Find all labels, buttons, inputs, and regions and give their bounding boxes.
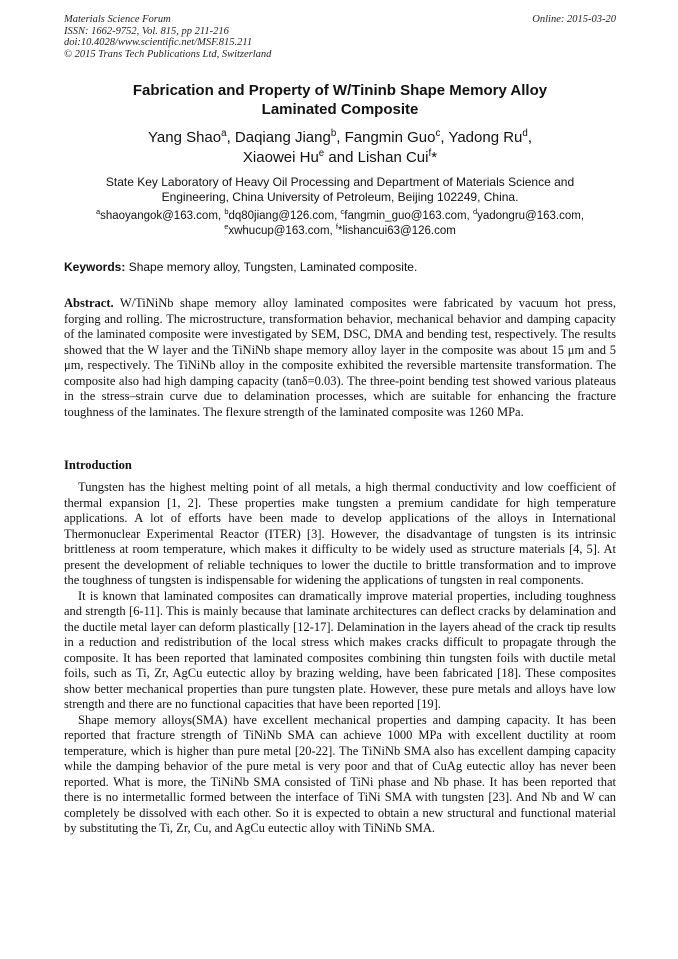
keywords-text: Shape memory alloy, Tungsten, Laminated composite. <box>125 260 418 274</box>
journal-name: Materials Science Forum <box>64 14 171 25</box>
email-address: dq80jiang@126.com <box>228 210 335 222</box>
author-separator: , <box>226 129 235 146</box>
email-line-1 <box>64 209 616 224</box>
author-line-2 <box>64 148 616 168</box>
author-list <box>64 128 616 168</box>
email-address: *lishancui63@126.com <box>338 225 456 237</box>
title-line-2: Laminated Composite <box>261 100 419 118</box>
email-mark: c <box>340 207 345 217</box>
title-line-1: Fabrication and Property of W/Tininb Shape Memory Alloy <box>132 82 548 99</box>
affiliation-line-1: State Key Laboratory of Heavy Oil Processing and Department of Materials Science and <box>105 175 575 189</box>
affiliation-line-2: Engineering, China University of Petroleum, Beijing 102249, China. <box>161 190 519 204</box>
email-line-2 <box>64 224 616 239</box>
email-separator: , <box>329 225 336 237</box>
paragraph: Shape memory alloys(SMA) have excellent mechanical properties and damping capacity. It has been reported that fracture strength of TiNiNb SMA can achieve 1000 MPa with excellent ductility at room temperature, which is higher than pure metal [20-22]. The TiNiNb SMA also has excellent damping capacity while the damping behavior of the pure metal is very poor and that of CuAg eutectic alloy has never been reported. What is more, the TiNiNb SMA consisted of TiNi phase and Nb phase. It has been reported that there is no intermetallic formed between the interface of TiNi SMA with tungsten [23]. And Nb and W can completely be dissolved with each other. So it is expected to obtain a new structural and functional material by substituting the Ti, Zr, Cu, and AgCu eutectic alloy with TiNiNb SMA. <box>64 712 616 835</box>
email-mark: d <box>472 207 478 217</box>
paragraph: Tungsten has the highest melting point of all metals, a high thermal conductivity and low coefficient of thermal expansion [1, 2]. These properties make tungsten a premium candidate for high temperature applications. A lot of efforts have been made to develop applications of the alloys in International Thermonuclear Experimental Reactor (ITER) [3]. However, the disadvantage of tungsten is its intrinsic brittleness at room temperature, which makes it difficulty to be widely used as structure materials [4, 5]. At present the development of reliable techniques to lower the ductile to brittle transformation and to improve the toughness of tungsten is indispensable for widening the applications of tungsten in real components. <box>64 480 616 587</box>
paper-title <box>64 82 616 119</box>
email-address: fangmin_guo@163.com <box>344 210 467 222</box>
author-name: Fangmin Guo <box>344 129 436 146</box>
author-mark: b <box>330 128 337 139</box>
paragraph: It is known that laminated composites can dramatically improve material properties, including toughness and strength [6-11]. This is mainly because that laminate architectures can deflect cracks by delamination and the ductile metal layer can deform plastically [12-17]. Delamination in the layers ahead of the crack tip results in a reduction and redistribution of the local stress which makes cracks difficult to propagate through the composite. It has been reported that laminated composites combining thin tungsten foils with ductile metal foils, such as Ti, Zr, AgCu eutectic alloy by brazing welding, have been fabricated [18]. These composites show better mechanical properties than pure tungsten plate. However, these pure metals and alloys have low strength and there are no functional capacities that have been reported [19]. <box>64 588 616 711</box>
author-name: Yang Shao <box>148 129 222 146</box>
email-mark: e <box>224 222 229 232</box>
journal-header <box>64 14 616 60</box>
email-separator: , <box>217 210 225 222</box>
online-date: Online: 2015-03-20 <box>532 14 616 25</box>
email-mark: a <box>95 207 101 217</box>
email-mark: b <box>224 207 229 217</box>
author-separator: , <box>440 129 449 146</box>
author-mark: a <box>221 128 227 139</box>
email-separator: , <box>466 210 473 222</box>
issn-line: ISSN: 1662-9752, Vol. 815, pp 211-216 <box>64 25 229 37</box>
affiliation <box>80 175 600 205</box>
keywords <box>64 260 616 275</box>
email-separator: , <box>334 210 341 222</box>
corresponding-star: * <box>431 149 438 166</box>
author-and: and <box>324 149 358 166</box>
copyright-line: © 2015 Trans Tech Publications Ltd, Switzerland <box>64 48 272 60</box>
author-name: Lishan Cui <box>357 149 429 166</box>
author-mark: c <box>435 128 441 139</box>
introduction-body <box>64 480 616 837</box>
email-address: shaoyangok@163.com <box>100 210 218 222</box>
author-separator: , <box>527 129 532 146</box>
author-mark: d <box>522 128 528 139</box>
email-list <box>64 209 616 239</box>
abstract-label: Abstract. <box>64 296 114 310</box>
author-mark: e <box>318 148 325 159</box>
doi-line: doi:10.4028/www.scientific.net/MSF.815.211 <box>64 37 253 49</box>
email-address: yadongru@163.com <box>477 210 581 222</box>
author-name: Daqiang Jiang <box>234 129 331 146</box>
author-separator: , <box>336 129 345 146</box>
keywords-label: Keywords: <box>64 260 126 274</box>
author-name: Yadong Ru <box>448 129 523 146</box>
email-mark: f <box>335 222 338 232</box>
author-mark: f <box>428 148 432 159</box>
email-address: xwhucup@163.com <box>228 225 330 237</box>
abstract-text: W/TiNiNb shape memory alloy laminated composites were fabricated by vacuum hot press, forging and rolling. The microstructure, transformation behavior, mechanical behavior and damping capacity of the laminated composite were investigated by SEM, DSC, DMA and bending test, respectively. The results showed that the W layer and the TiNiNb shape memory alloy layer in the composite was about 15 μm and 5 μm, respectively. The TiNiNb alloy in the composite exhibited the reversible martensite transformation. The composite also had high damping capacity (tanδ=0.03). The three-point bending test showed various plateaus in the stress–strain curve due to delamination processes, which are suitable for enhancing the fracture toughness of the laminates. The flexure strength of the laminated composite was 1260 MPa. <box>64 296 616 419</box>
abstract <box>64 296 616 420</box>
section-heading-introduction: Introduction <box>64 458 132 472</box>
author-name: Xiaowei Hu <box>242 149 319 166</box>
author-line-1 <box>64 128 616 148</box>
email-separator: , <box>580 210 585 222</box>
